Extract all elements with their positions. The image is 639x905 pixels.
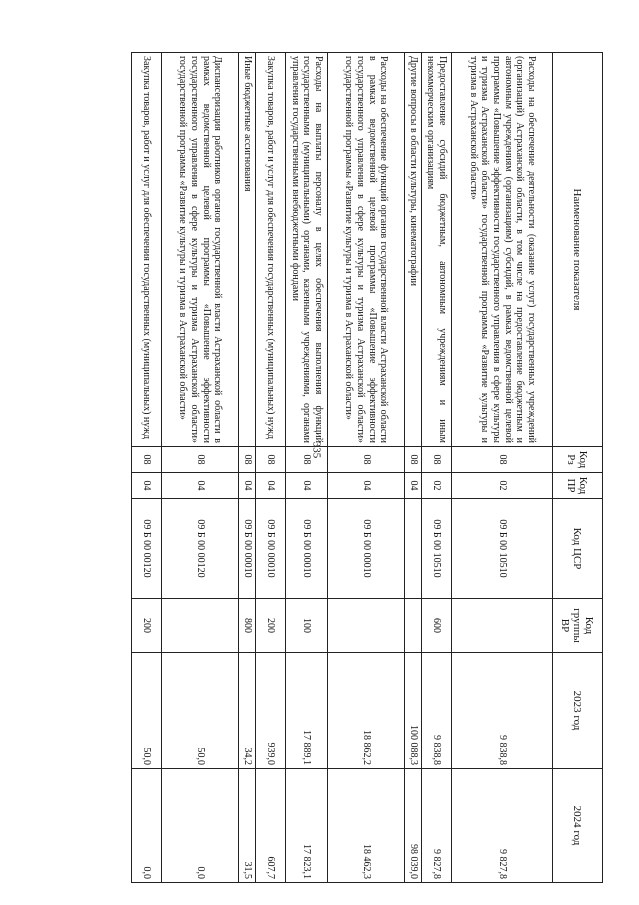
row-vr: 100 — [286, 599, 328, 653]
row-name: Расходы на обеспечение деятельности (оказание услуг) государственных учреждений (организаций) Астраханской области, в том числе на предоставление бюджетным и автономным учреждениям (организациям) субсидий, в рамках ведомственной целевой программы «Повышение эффективности государственного управления в сфере культуры и туризма Астраханской области» государственной программы «Развитие культуры и туризма в Астраханской области» — [452, 53, 553, 447]
table-row — [452, 53, 553, 883]
row-rz: 08 — [405, 447, 422, 473]
row-name: Закупка товаров, работ и услуг для обеспечения государственных (муниципальных) нужд — [256, 53, 286, 447]
table-row — [239, 53, 256, 883]
header-csr: Код ЦСР — [553, 499, 603, 599]
row-name: Расходы на обеспечение функций органов государственной власти Астраханской области в рамках ведомственной целевой программы «Повышение эффективности государственного управления в сфере культуры и туризма Астраханской области» государственной программы «Развитие культуры и туризма в Астраханской области» — [328, 53, 405, 447]
row-pr: 02 — [452, 473, 553, 499]
row-vr: 600 — [422, 599, 452, 653]
row-csr: 09 Б 00 00010 — [328, 499, 405, 599]
row-2023: 50,0 — [162, 653, 239, 769]
row-csr: 09 Б 00 00010 — [286, 499, 328, 599]
row-2024: 9 827,8 — [422, 769, 452, 883]
row-vr — [162, 599, 239, 653]
row-rz: 08 — [452, 447, 553, 473]
row-vr — [405, 599, 422, 653]
budget-table — [131, 52, 603, 883]
row-pr: 04 — [286, 473, 328, 499]
row-pr: 02 — [422, 473, 452, 499]
row-name: Предоставление субсидий бюджетным, автономным учреждениям и иным некоммерческим организациям — [422, 53, 452, 447]
row-vr — [452, 599, 553, 653]
header-2024: 2024 год — [553, 769, 603, 883]
row-rz: 08 — [256, 447, 286, 473]
table-row — [405, 53, 422, 883]
row-pr: 04 — [239, 473, 256, 499]
row-vr: 800 — [239, 599, 256, 653]
row-name: Закупка товаров, работ и услуг для обеспечения государственных (муниципальных) нужд — [132, 53, 162, 447]
header-vr: Код группы ВР — [553, 599, 603, 653]
row-2023: 18 862,2 — [328, 653, 405, 769]
table-row — [328, 53, 405, 883]
table-header-row — [553, 53, 603, 883]
row-pr: 04 — [328, 473, 405, 499]
row-rz: 08 — [132, 447, 162, 473]
row-rz: 08 — [328, 447, 405, 473]
row-pr: 04 — [162, 473, 239, 499]
header-name: Наименование показателя — [553, 53, 603, 447]
row-2024: 31,5 — [239, 769, 256, 883]
table-row — [286, 53, 328, 883]
row-2024: 0,0 — [162, 769, 239, 883]
row-2023: 50,0 — [132, 653, 162, 769]
row-csr: 09 Б 00 00010 — [256, 499, 286, 599]
row-name: Иные бюджетные ассигнования — [239, 53, 256, 447]
row-pr: 04 — [256, 473, 286, 499]
row-csr: 09 Б 00 00120 — [132, 499, 162, 599]
page-number: 335 — [310, 441, 323, 459]
rotated-table-container — [129, 52, 603, 882]
table-row — [162, 53, 239, 883]
row-rz: 08 — [239, 447, 256, 473]
row-2023: 17 889,1 — [286, 653, 328, 769]
row-csr: 09 Б 00 00010 — [239, 499, 256, 599]
table-row — [422, 53, 452, 883]
row-csr: 09 Б 00 10510 — [422, 499, 452, 599]
row-vr: 200 — [132, 599, 162, 653]
row-vr — [328, 599, 405, 653]
row-2023: 34,2 — [239, 653, 256, 769]
header-rz: Код Рз — [553, 447, 603, 473]
row-2023: 9 838,8 — [452, 653, 553, 769]
row-csr: 09 Б 00 10510 — [452, 499, 553, 599]
row-rz: 08 — [162, 447, 239, 473]
row-2024: 607,7 — [256, 769, 286, 883]
row-pr: 04 — [132, 473, 162, 499]
row-2023: 100 088,3 — [405, 653, 422, 769]
row-2024: 9 827,8 — [452, 769, 553, 883]
row-2023: 9 838,8 — [422, 653, 452, 769]
table-row — [132, 53, 162, 883]
row-name: Диспансеризация работников органов государственной власти Астраханской области в рамках ведомственной целевой программы «Повышение эффективности государственного управления в сфере культуры и туризма Астраханской области» государственной программы «Развитие культуры и туризма в Астраханской области» — [162, 53, 239, 447]
row-csr — [405, 499, 422, 599]
row-vr: 200 — [256, 599, 286, 653]
row-rz: 08 — [422, 447, 452, 473]
row-name: Другие вопросы в области культуры, кинематографии — [405, 53, 422, 447]
row-2024: 98 039,0 — [405, 769, 422, 883]
row-2024: 0,0 — [132, 769, 162, 883]
row-2024: 17 823,1 — [286, 769, 328, 883]
row-2023: 939,0 — [256, 653, 286, 769]
row-name: Расходы на выплаты персоналу в целях обеспечения выполнения функций государственными (муниципальными) органами, казенными учреждениями, органами управления государственными внебюджетными фондами — [286, 53, 328, 447]
row-2024: 18 462,3 — [328, 769, 405, 883]
header-2023: 2023 год — [553, 653, 603, 769]
table-row — [256, 53, 286, 883]
row-pr: 04 — [405, 473, 422, 499]
row-csr: 09 Б 00 00120 — [162, 499, 239, 599]
row-rz: 08 — [286, 447, 328, 473]
header-pr: Код ПР — [553, 473, 603, 499]
